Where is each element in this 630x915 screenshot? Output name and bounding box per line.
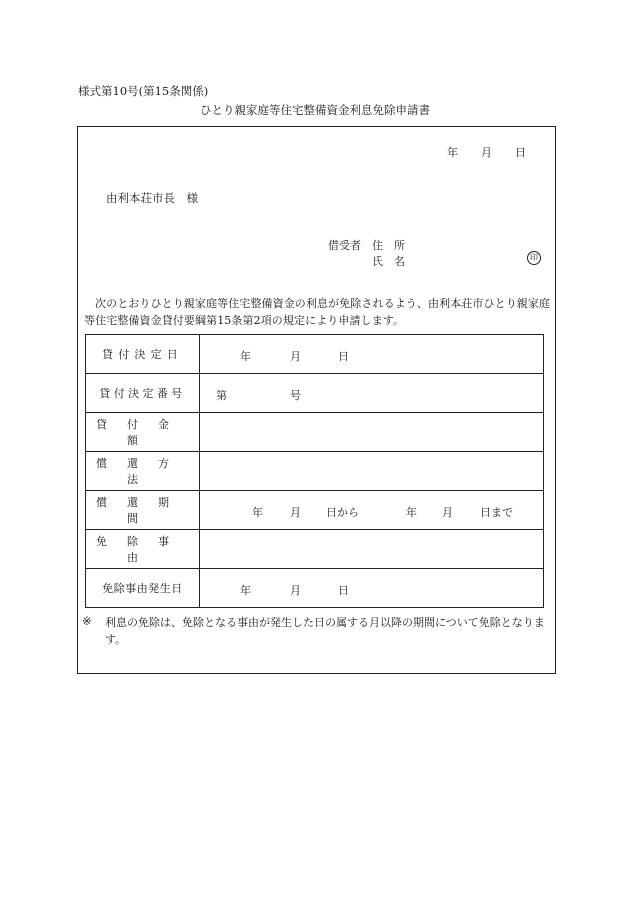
value-end-month: 月 <box>442 506 453 519</box>
row-label-loan-amount: 貸付金額 <box>86 413 200 452</box>
value-prefix: 第 <box>216 389 227 402</box>
row-label-repayment-method: 償還方法 <box>86 452 200 491</box>
value-exemption-reason <box>200 530 544 569</box>
date-month: 月 <box>481 146 492 159</box>
date-day: 日 <box>515 146 526 159</box>
table-row <box>86 374 544 413</box>
table-row <box>86 569 544 608</box>
value-year: 年 <box>240 584 251 597</box>
request-statement: 次のとおりひとり親家庭等住宅整備資金の利息が免除されるよう、由利本荘市ひとり親家庭等住宅整備資金貸付要綱第15条第2項の規定により申請します。 <box>84 297 551 327</box>
value-start-year: 年 <box>252 506 263 519</box>
value-end-day: 日まで <box>480 506 513 519</box>
name-label: 氏 名 <box>372 255 405 268</box>
value-loan-amount <box>200 413 544 452</box>
row-label-loan-decision-date: 貸付決定日 <box>86 335 200 374</box>
note-mark: ※ <box>82 614 92 628</box>
table-row <box>86 530 544 569</box>
addressee: 由利本荘市長 様 <box>106 191 198 205</box>
value-suffix: 号 <box>290 389 301 402</box>
value-end-year: 年 <box>406 506 417 519</box>
value-loan-decision-number <box>200 374 544 413</box>
value-year: 年 <box>240 350 251 363</box>
seal-icon: 印 <box>527 251 541 265</box>
table-row <box>86 452 544 491</box>
value-month: 月 <box>290 584 301 597</box>
value-loan-decision-date <box>200 335 544 374</box>
value-repayment-method <box>200 452 544 491</box>
value-start-month: 月 <box>290 506 301 519</box>
application-date <box>447 144 526 160</box>
row-label-loan-decision-number: 貸付決定番号 <box>86 374 200 413</box>
table-row <box>86 335 544 374</box>
note-text: 利息の免除は、免除となる事由が発生した日の属する月以降の期間について免除となります。 <box>105 616 545 646</box>
row-label-exemption-reason: 免除事由 <box>86 530 200 569</box>
table-row <box>86 491 544 530</box>
value-exemption-occurrence-date <box>200 569 544 608</box>
form-title: ひとり親家庭等住宅整備資金利息免除申請書 <box>200 103 430 117</box>
borrower-label: 借受者 <box>328 239 361 252</box>
form-number: 様式第10号(第15条関係) <box>78 84 209 98</box>
value-repayment-period <box>200 491 544 530</box>
value-day: 日 <box>338 584 349 597</box>
value-month: 月 <box>290 350 301 363</box>
row-label-repayment-period: 償還期間 <box>86 491 200 530</box>
details-table <box>85 334 544 608</box>
date-year: 年 <box>447 146 458 159</box>
value-start-day: 日から <box>326 506 359 519</box>
table-row <box>86 413 544 452</box>
value-day: 日 <box>338 350 349 363</box>
address-label: 住 所 <box>372 239 405 252</box>
row-label-exemption-occurrence-date: 免除事由発生日 <box>86 569 200 608</box>
